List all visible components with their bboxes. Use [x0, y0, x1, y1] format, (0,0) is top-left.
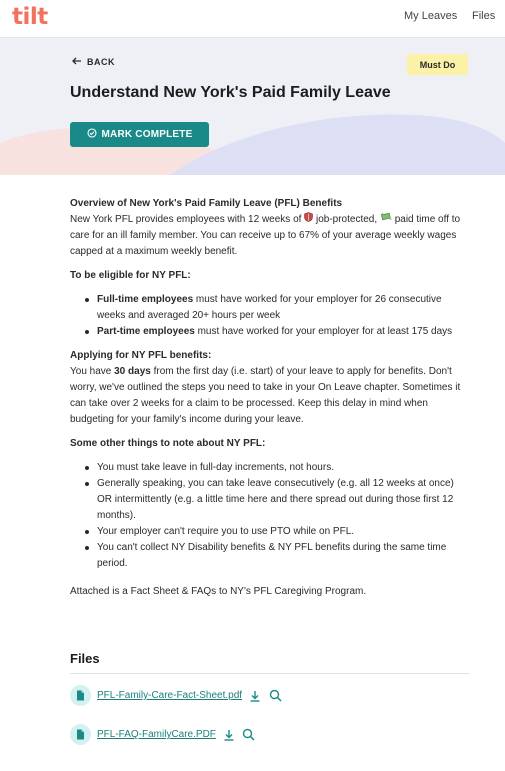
- file-icon: [70, 724, 91, 745]
- download-icon[interactable]: [222, 728, 236, 742]
- list-item: Full-time employees must have worked for your employer for 26 consecutive weeks and averaged 20+ hours per week: [82, 292, 470, 324]
- file-row: [70, 685, 282, 706]
- download-icon[interactable]: [248, 689, 262, 703]
- shield-icon: [304, 212, 313, 224]
- applying-heading: Applying for NY PFL benefits:: [70, 350, 212, 361]
- overview-heading: Overview of New York's Paid Family Leave (PFL) Benefits: [70, 198, 343, 209]
- eligible-heading: To be eligible for NY PFL:: [70, 270, 191, 281]
- money-with-wings-icon: [380, 212, 392, 224]
- nav-my-leaves[interactable]: My Leaves: [404, 10, 458, 22]
- must-do-badge: Must Do: [407, 54, 468, 75]
- other-notes-list: [70, 460, 470, 572]
- list-item: Generally speaking, you can take leave consecutively (e.g. all 12 weeks at once) OR intermittently (e.g. a little time here and there spread out during those first 12 months).: [82, 476, 470, 524]
- nav-files[interactable]: Files: [472, 10, 496, 22]
- files-heading: Files: [70, 651, 100, 666]
- other-heading: Some other things to note about NY PFL:: [70, 438, 266, 449]
- file-row: [70, 724, 256, 745]
- check-circle-icon: [87, 128, 97, 141]
- page-title: Understand New York's Paid Family Leave: [70, 84, 391, 101]
- list-item: Part-time employees must have worked for your employer for at least 175 days: [82, 324, 470, 340]
- list-item: You can't collect NY Disability benefits & NY PFL benefits during the same time period.: [82, 540, 470, 572]
- magnifier-icon[interactable]: [268, 689, 282, 703]
- back-link[interactable]: [72, 57, 115, 67]
- list-item: You must take leave in full-day increments, not hours.: [82, 460, 470, 476]
- tilt-logo[interactable]: tilt: [12, 4, 48, 30]
- back-label: BACK: [87, 57, 115, 67]
- magnifier-icon[interactable]: [242, 728, 256, 742]
- applying-paragraph: You have 30 days from the first day (i.e. start) of your leave to apply for benefits. Don't worry, we've outlined the steps you need to take in your On Leave chapter. Sometimes it can take over 2 weeks for a claim to be processed. Keep this delay in mind when budgeting for your family's income during your leave.: [70, 366, 461, 425]
- list-item: Your employer can't require you to use PTO while on PFL.: [82, 524, 470, 540]
- attached-note: Attached is a Fact Sheet & FAQs to NY's PFL Caregiving Program.: [70, 586, 367, 597]
- mark-complete-button[interactable]: [70, 122, 209, 147]
- eligibility-list: [70, 292, 470, 340]
- files-divider: [70, 673, 470, 674]
- mark-complete-label: MARK COMPLETE: [101, 129, 193, 140]
- arrow-left-icon: [72, 57, 82, 67]
- hero-banner: [0, 38, 505, 175]
- file-icon: [70, 685, 91, 706]
- file-link[interactable]: PFL-FAQ-FamilyCare.PDF: [97, 729, 216, 740]
- overview-paragraph: New York PFL provides employees with 12 weeks of job-protected, paid time off to care for an ill family member. You can receive up to 67% of your average weekly wages capped at a maximum weekly benefit.: [70, 214, 461, 257]
- file-link[interactable]: PFL-Family-Care-Fact-Sheet.pdf: [97, 690, 243, 701]
- article-body: [70, 196, 470, 600]
- top-nav: [0, 0, 505, 38]
